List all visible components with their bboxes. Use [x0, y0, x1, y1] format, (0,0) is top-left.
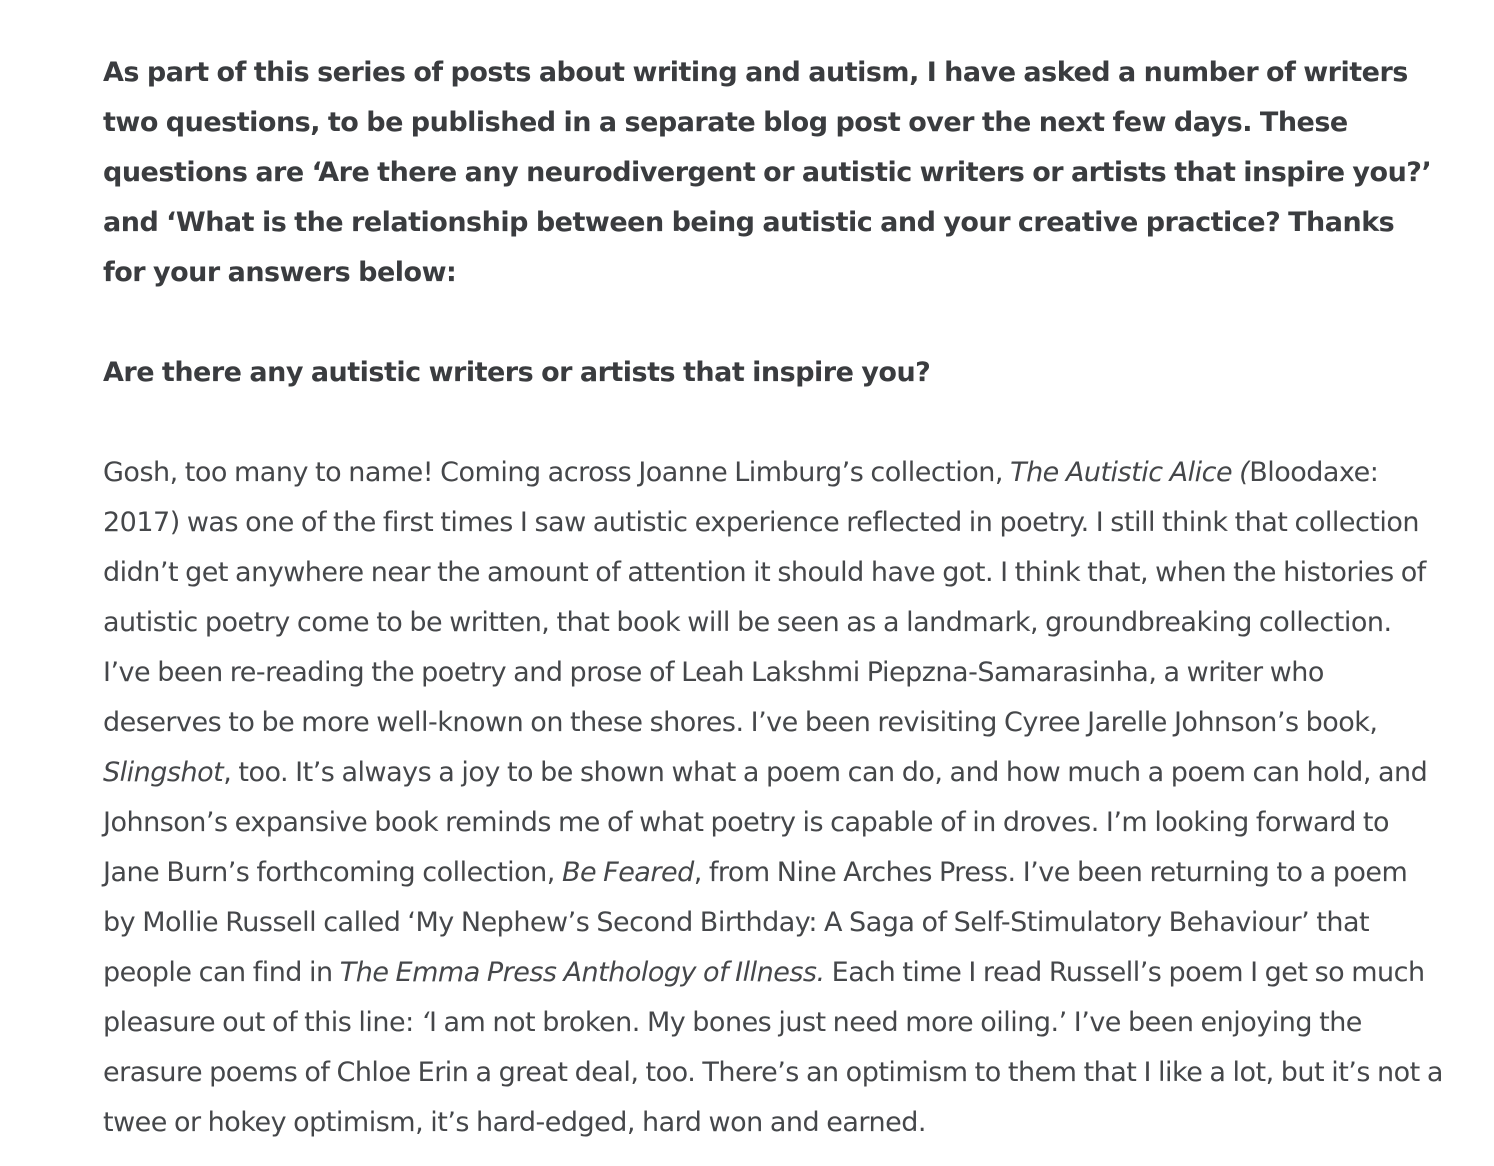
answer-text: I am not broken. My bones just need more oiling.’ I’ve been enjoying the erasure poems of Chloe Erin a great deal, too. There’s an optimism to them that I like a lot, but it’s not a twee or hokey optimism, it’s hard-edged, hard won and earned.: [103, 1007, 1443, 1138]
answer-text: , from Nine Arches Press. I’ve been returning to a poem by Mollie Russell called ‘My Nephew’s Second Birthday: A Saga of Self-Stimulatory Behaviour’ that people can find in: [103, 857, 1408, 988]
quote-open-mark: ‘: [420, 1007, 429, 1038]
intro-paragraph: As part of this series of posts about writing and autism, I have asked a number of writers two questions, to be published in a separate blog post over the next few days. These questions are ‘Are there any neurodivergent or autistic writers or artists that inspire you?’ and ‘What is the relationship between being autistic and your creative practice? Thanks for your answers below:: [103, 57, 1432, 288]
question-heading: Are there any autistic writers or artists that inspire you?: [103, 357, 931, 388]
answer-text: Each time I read Russell’s poem I get so much pleasure out of this line:: [103, 957, 1425, 1038]
answer-text: , too. It’s always a joy to be shown what a poem can do, and how much a poem can hold, and Johnson’s expansive book reminds me of what poetry is capable of in droves. I’m looking forward to Jane Burn’s forthcoming collection,: [103, 757, 1428, 888]
book-title-slingshot: Slingshot: [103, 757, 224, 788]
answer-text: Bloodaxe: 2017) was one of the first times I saw autistic experience reflected in poetry. I still think that collection didn’t get anywhere near the amount of attention it should have got. I think that, when the histories of autistic poetry come to be written, that book will be seen as a landmark, groundbreaking collection. I’ve been re-reading the poetry and prose of Leah Lakshmi Piepzna-Samarasinha, a writer who deserves to be more well-known on these shores. I’ve been revisiting Cyree Jarelle Johnson’s book,: [103, 457, 1426, 738]
book-title-be-feared: Be Feared: [561, 857, 694, 888]
book-title-emma-press-anthology: The Emma Press Anthology of Illness.: [339, 957, 825, 988]
book-title-the-autistic-alice: The Autistic Alice (: [1010, 457, 1250, 488]
article-body: [103, 48, 1443, 1148]
answer-paragraph: [103, 448, 1443, 1148]
answer-text: Gosh, too many to name! Coming across Joanne Limburg’s collection,: [103, 457, 1011, 488]
